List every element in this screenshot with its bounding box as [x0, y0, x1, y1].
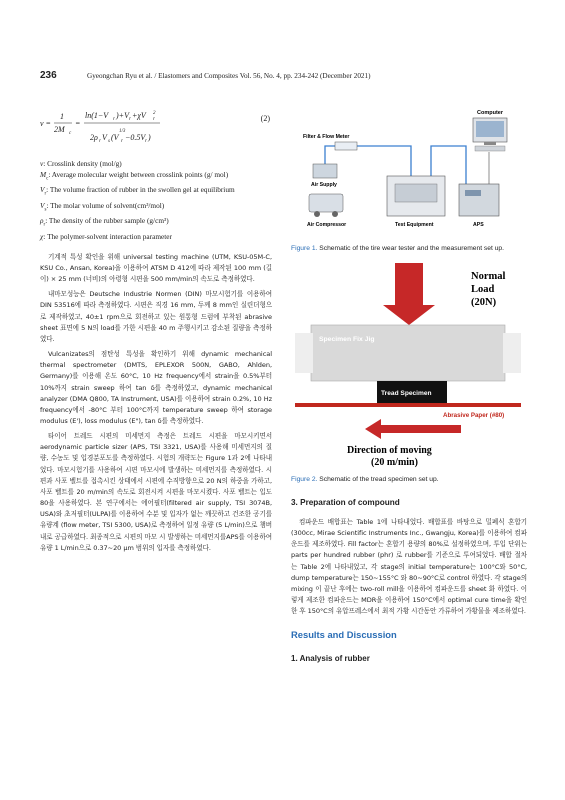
- figure-2-caption: [291, 475, 527, 484]
- right-column: [291, 106, 527, 663]
- figure-2-schematic: [291, 261, 527, 469]
- air-compressor-unit: [309, 194, 343, 212]
- eq-den-paren-r: r: [121, 139, 123, 144]
- paragraph-aps: 타이어 트레드 시편의 미세먼지 측정은 트레드 시편을 마모시키면서 aerodynamic particle sizer (APS, TSI 3321, USA)를 사용해 미세먼지의 질량, 수농도 및 입경분포도를 측정하였다. 시험의 개략도는 Figure 1과 2에 나타내었다. 마모시험기를 사용하여 시편 마모시에 발생하는 미세먼지를 측정하였다. 시편과 사포 벨트를 접촉시킨 상태에서 시편에 수직방향으로 20 N의 하중을 가하고, 사포 벨트를 20 m/min의 속도로 회전시켜 시편을 마모시켰다. 사포 벨트는 입도 80을 사용하였다. 본 연구에서는 에어필터(filtered air supply, TSI 3074B, USA)와 초저필터(ULPA)를 이용하여 수분 및 입자가 없는 깨끗하고 건조한 공기를 유량계 (flow meter, TSI 5300, USA)로 측정하여 일정 유량 (5 L/min)으로 챔버 내로 공급하였다. 최종적으로 시편의 마모 시 발생하는 미세먼지를APS를 이용하여 유량 1 L/min으로 0.37~20 μm 범위의 입자를 측정하였다.: [40, 432, 272, 552]
- eq-frac1-den: 2M: [54, 125, 65, 134]
- definition-item: $M_c$: Average molecular weight between crosslink points (g/ mol): [40, 170, 229, 182]
- eq-frac1-num: 1: [60, 112, 64, 121]
- equation-number: (2): [260, 114, 270, 123]
- paragraph-din: 내마모성능은 Deutsche Industrie Normen (DIN) 마모시험기를 이용하여 DIN 53516에 따라 측정하였다. 시편은 직경 16 mm, 두께 8 mm인 실린더형으로 제작하였고, 40±1 rpm으로 회전하고 있는 원통형 드럼에 부착된 abrasive sheet 표면에 5 N의 load를 가한 시편을 40 m 주행시키고 감소된 질량을 측정하였다.: [40, 290, 272, 343]
- label-jig: Specimen Fix Jig: [319, 336, 375, 343]
- page-header: [40, 70, 530, 84]
- eq-den-tail-r: r: [145, 139, 147, 144]
- page-number: 236: [40, 70, 57, 81]
- left-column: [40, 106, 272, 554]
- label-tread: Tread Specimen: [381, 390, 432, 397]
- eq-den-pre: 2ρ: [90, 133, 98, 142]
- computer-stand: [484, 142, 496, 145]
- eq-num-mid: )+V: [116, 111, 129, 120]
- compressor-wheel: [332, 211, 338, 217]
- eq-den-paren-open: (V: [111, 133, 119, 142]
- figure-1-caption-text: Schematic of the tire wear tester and the measurement set up.: [319, 245, 505, 252]
- label-test-equipment: Test Equipment: [395, 222, 434, 228]
- figure-1-caption-label: Figure 1.: [291, 245, 318, 252]
- section-3-title: 3. Preparation of compound: [291, 498, 400, 507]
- abrasive-paper: [295, 403, 521, 407]
- eq-num-main: ln(1−V: [85, 111, 109, 120]
- eq-lhs: v =: [40, 119, 51, 128]
- eq-num-r2: r: [129, 117, 131, 122]
- eq-den-s: s: [108, 139, 110, 144]
- aps-unit: [459, 184, 499, 216]
- eq-den-r: r: [99, 139, 101, 144]
- label-direction-speed: (20 m/min): [371, 457, 418, 468]
- specimen-jig: [311, 325, 505, 381]
- figure-2-caption-label: Figure 2.: [291, 476, 318, 483]
- computer-screen: [476, 121, 504, 137]
- eq-den-tail: −0.5V: [125, 133, 146, 142]
- figure-1-caption: [291, 244, 527, 253]
- label-normal: Normal: [471, 271, 506, 282]
- paragraph-dmts: Vulcanizates의 점탄성 특성을 확인하기 위해 dynamic mechanical thermal spectrometer (DMTS, EPLEXOR 500N, GABO, Ahlden, Germany)를 이용해 온도 60°C, 10 Hz frequency에서 strain을 0.5%부터 10%까지 strain sweep 하여 tan δ를 측정하였고, dynamic mechanical analyzer (DMA Q800, TA Instrument, USA)를 이용하여 strain 0.2%, 10 Hz frequency에서 -80°C 부터 100°C까지 temperature sweep 하여 storage modulus (E'), loss modulus (E"), tan δ를 측정하였다.: [40, 350, 272, 425]
- eq-num-r3: r: [153, 117, 155, 122]
- running-title: Gyeongchan Ryu et al. / Elastomers and Composites Vol. 56, No. 4, pp. 234-242 (December 2021): [87, 72, 371, 80]
- label-direction: Direction of moving: [347, 445, 432, 456]
- subsection-title: 1. Analysis of rubber: [291, 654, 370, 664]
- equation-graphic: [40, 106, 272, 154]
- eq-den-v: V: [102, 133, 107, 142]
- eq-frac1-den-sub: c: [69, 131, 72, 136]
- jig-side-right: [503, 333, 521, 373]
- eq-den-close: ): [148, 133, 151, 142]
- label-air-supply: Air Supply: [311, 182, 337, 188]
- figure-1: [291, 106, 527, 234]
- eq-sign: =: [75, 119, 81, 128]
- jig-side-left: [295, 333, 313, 373]
- eq-num-end: +χV: [132, 111, 146, 120]
- label-abrasive: Abrasive Paper (#80): [443, 412, 505, 419]
- figure-1-schematic: [291, 106, 527, 234]
- definition-item: $V_s$: The molar volume of solvent(cm³/mol): [40, 200, 165, 213]
- definition-item: v: Crosslink density (mol/g): [40, 159, 122, 168]
- label-computer: Computer: [477, 110, 503, 116]
- definition-item: $V_r$: The volume fraction of rubber in the swollen gel at equilibrium: [40, 185, 235, 197]
- computer-keyboard: [475, 146, 505, 151]
- eq-num-sq: 2: [153, 111, 156, 116]
- paragraph-utm: 기계적 특성 확인을 위해 universal testing machine (UTM, KSU-05M-C, KSU Co., Ansan, Korea)을 이용하여 ATSM D 412에 따라 제작된 100 mm (길이) × 25 mm (너비)의 아령형 시편을 500 mm/min의 속도로 측정하였다.: [40, 252, 272, 284]
- label-aps: APS: [473, 222, 484, 228]
- test-chamber: [395, 184, 437, 202]
- figure-2: [291, 261, 527, 469]
- definition-item: $\rho_r$: The density of the rubber sample (g/cm³): [40, 216, 169, 228]
- eq-num-r1: r: [113, 117, 115, 122]
- label-load-value: (20N): [471, 297, 497, 308]
- aps-display: [465, 190, 481, 196]
- figure-2-caption-text: Schematic of the tread specimen set up.: [319, 476, 439, 483]
- label-air-compressor: Air Compressor: [307, 222, 347, 228]
- label-load: Load: [471, 284, 495, 295]
- equation-2: [40, 106, 272, 154]
- filter-box: [335, 142, 357, 150]
- air-supply-unit: [313, 164, 337, 178]
- compressor-wheel: [314, 211, 320, 217]
- results-heading: Results and Discussion: [291, 629, 397, 641]
- label-filter: Filter & Flow Meter: [303, 134, 350, 140]
- paragraph-compound: 컴파운드 배합표는 Table 1에 나타내었다. 배합표를 바탕으로 밀폐식 혼합기(300cc, Mirae Scientific Instruments Inc., Gwangju, Korea)를 이용하여 컴파운드를 제조하였다. Fill factor는 혼합기 용량의 80%로 설정하였으며, 투입 단위는 parts per hundred rubber (phr) 로 rubber를 기준으로 투여되었다. 배합 절차는 Table 2에 나타내었고, 각 stage의 initial temperature는 100°C와 50°C, dump temperature는 150~155°C 와 80~90°C로 control 하였다. 각 stage의 mixing 이 끝난 후에는 two-roll mill을 이용하여 컴파운드를 sheet 화 하였다. 이렇게 제조한 컴파운드는 MDR을 이용하여 150°C에서 optimal cure time을 확인한 후 150°C의 유압프레스에서 최적 가황 시간동안 가류하여 가황물을 제조하였다.: [291, 518, 527, 616]
- load-arrow-shaft: [395, 263, 423, 307]
- eq-den-third: 1/3: [119, 129, 126, 134]
- definitions-list: [40, 158, 272, 242]
- definition-item: χ: The polymer-solvent interaction parameter: [40, 231, 172, 241]
